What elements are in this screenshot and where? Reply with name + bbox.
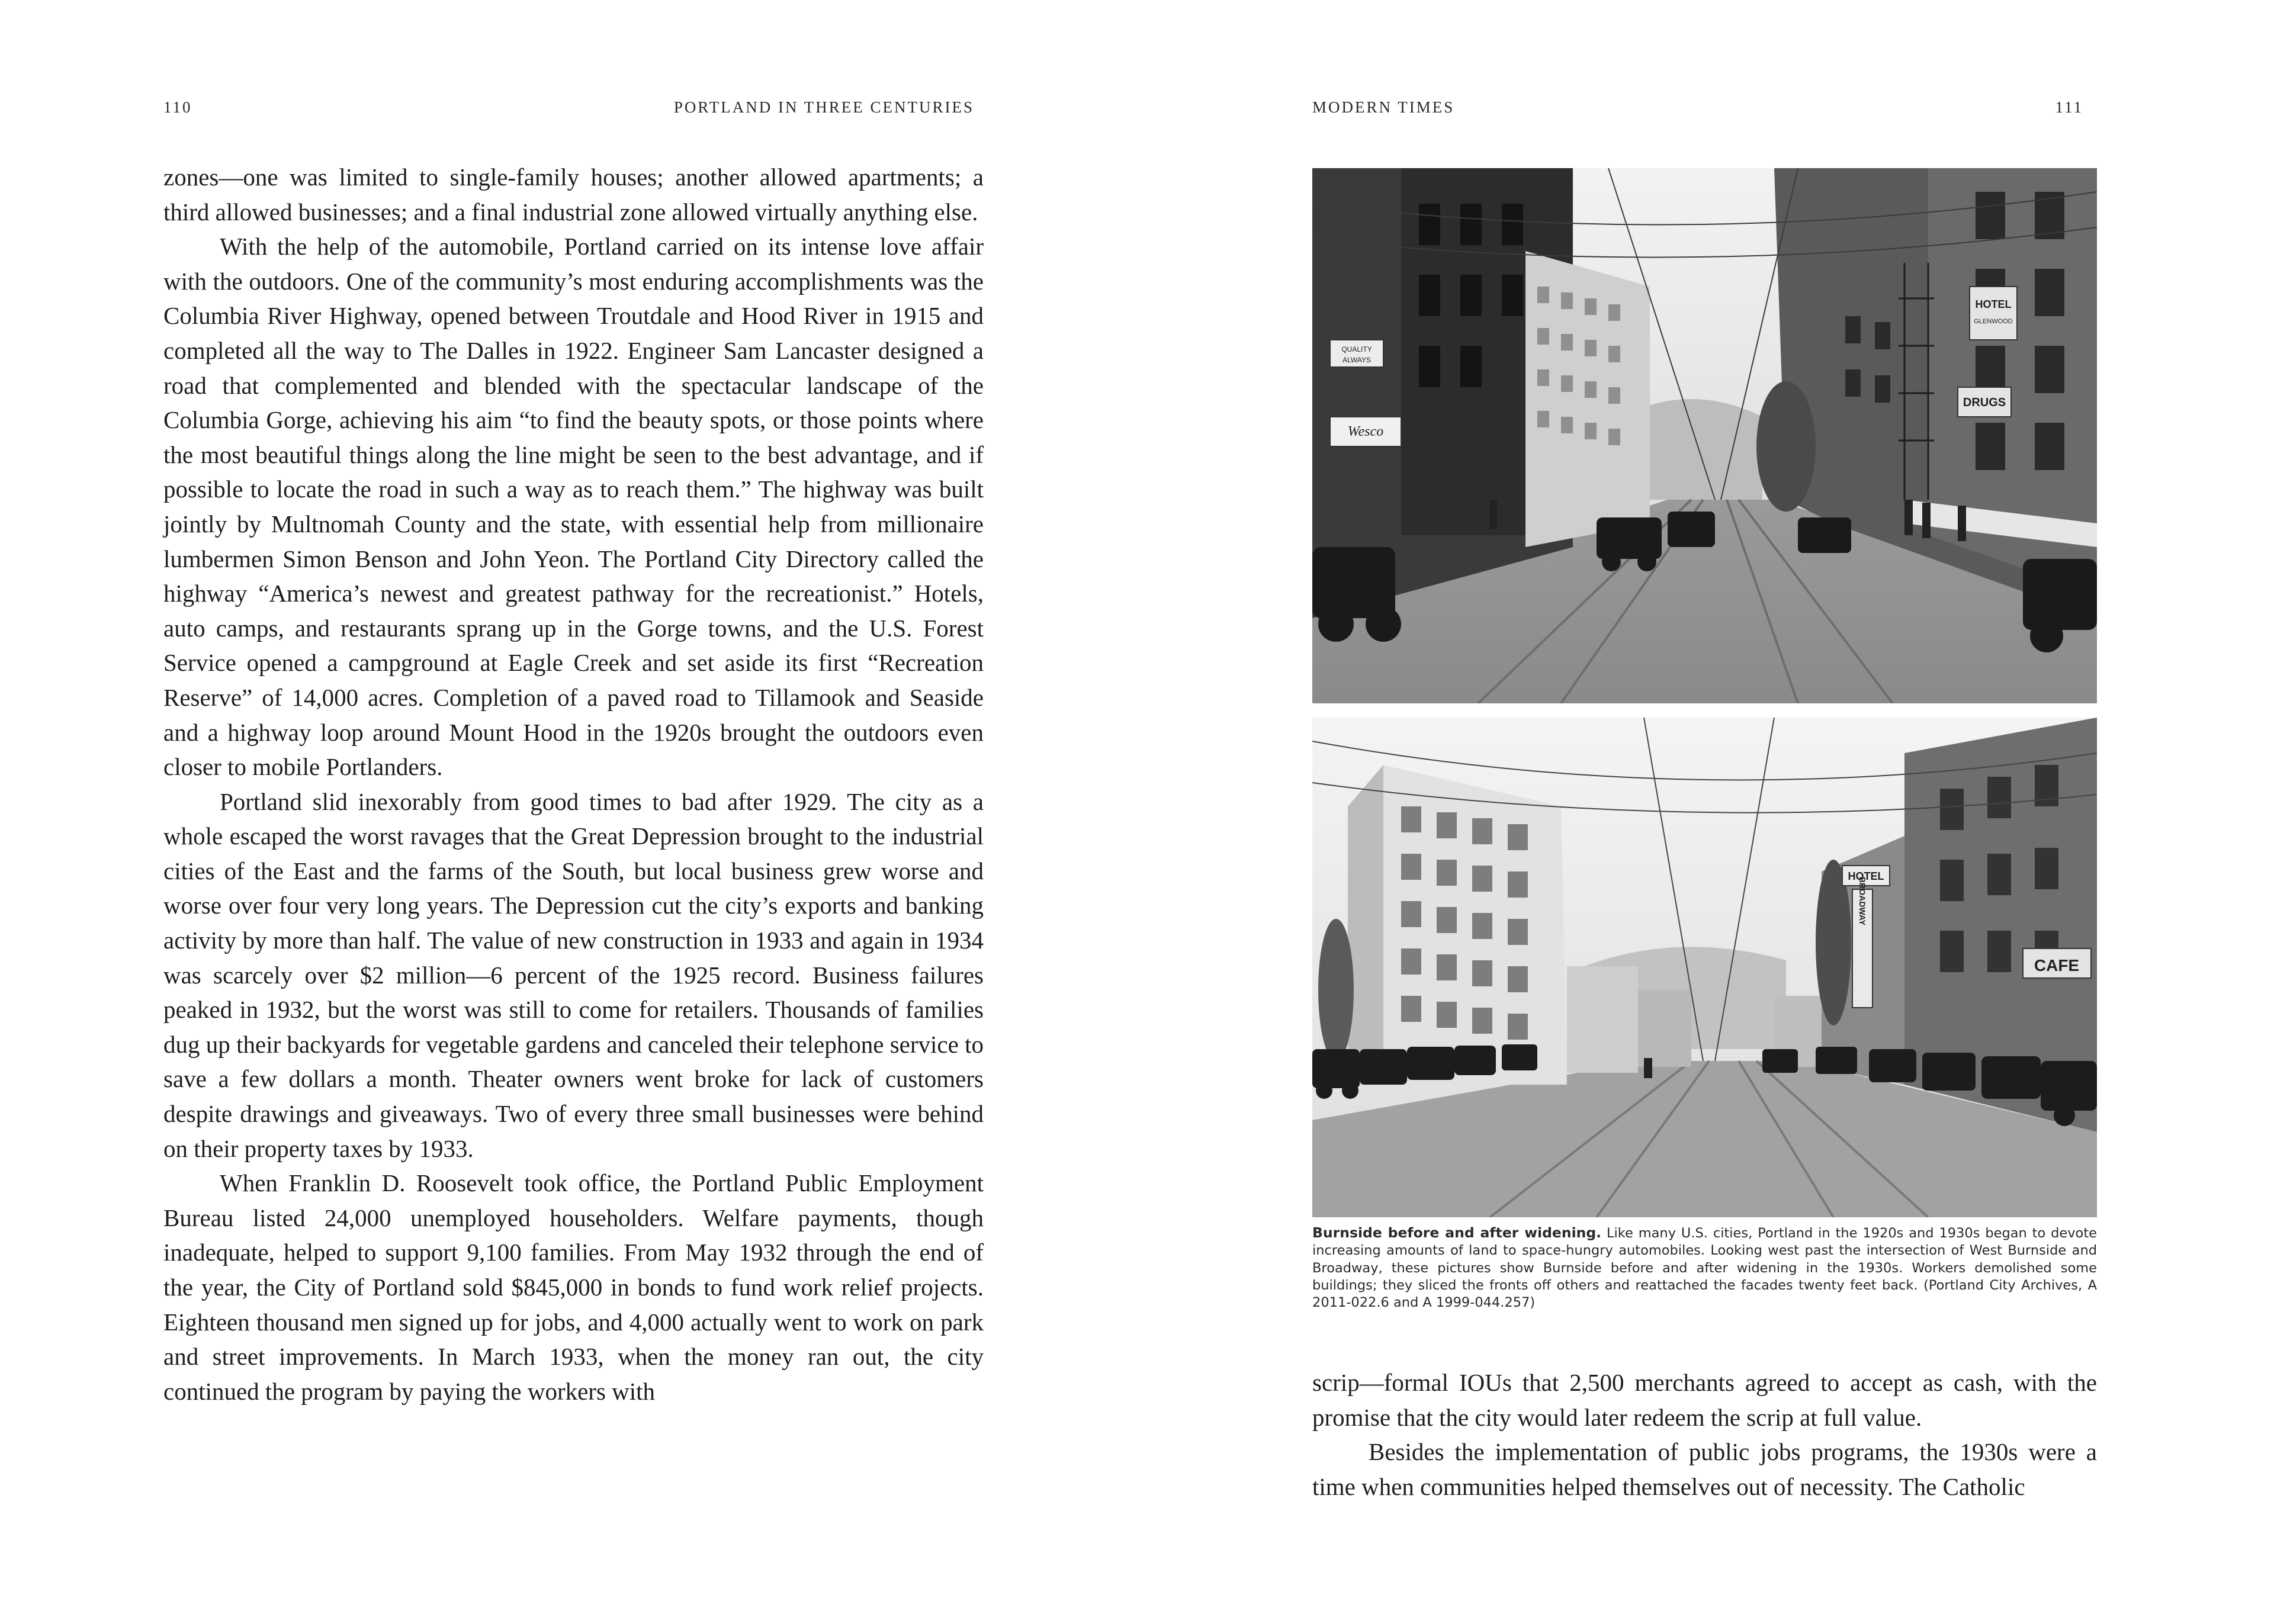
- sign-quality: QUALITY: [1341, 345, 1372, 353]
- photo-after-illustration: [1312, 718, 2097, 1217]
- sign-glenwood: GLENWOOD: [1974, 318, 2013, 325]
- sign-wesco: Wesco: [1347, 424, 1384, 439]
- running-head-book-title: PORTLAND IN THREE CENTURIES: [673, 98, 974, 116]
- photo-burnside-after: [1312, 718, 2097, 1217]
- paragraph-roosevelt: When Franklin D. Roosevelt took office, the Portland Public Employment Bureau listed 24,000 unemployed householders. Welfare payments, though inadequate, helped to support 9,100 families. From May 1932 through the end of the year, the City of Portland sold $845,000 in bonds to fund work relief projects. Eighteen thousand men signed up for jobs, and 4,000 actually went to work on park and street improvements. In March 1933, when the money ran out, the city continued the program by paying the workers with: [163, 1169, 984, 1405]
- caption-text: Like many U.S. cities, Portland in the 1920s and 1930s began to devote increasing amounts of land to space-hungry automobiles. Looking west past the intersection of West Burnside and Broadway, these pictures show Burnside before and after widening in the 1930s. Workers demolished some buildings; they sliced the fronts off others and reattached the facades twenty feet back. (Portland City Archives, A 2011-022.6 and A 1999-044.257): [1312, 1226, 2097, 1311]
- caption-lead: Burnside before and after widening.: [1312, 1224, 1602, 1241]
- left-body-text: [163, 160, 984, 1408]
- sign-broadway: BROADWAY: [1858, 877, 1867, 925]
- right-page: [1137, 0, 2274, 1624]
- paragraph-automobile: With the help of the automobile, Portland carried on its intense love affair with the outdoors. One of the community’s most enduring accomplishments was the Columbia River Highway, opened between Troutdale and Hood River in 1915 and completed all the way to The Dalles in 1922. Engineer Sam Lancaster designed a road that complemented and blended with the spectacular landscape of the Columbia Gorge, achieving his aim “to find the beauty spots, or those points where the most beautiful things along the line might be seen to the best advantage, and if possible to locate the road in such a way as to reach them.” The highway was built jointly by Multnomah County and the state, with essential help from millionaire lumbermen Simon Benson and John Yeon. The Portland City Directory called the highway “America’s newest and greatest pathway for the recreationist.” Hotels, auto camps, and restaurants sprang up in the Gorge towns, and the U.S. Forest Service opened a campground at Eagle Creek and set aside its first “Recreation Reserve” of 14,000 acres. Completion of a paved road to Tillamook and Seaside and a highway loop around Mount Hood in the 1920s brought the outdoors even closer to mobile Portlanders.: [163, 233, 984, 781]
- sign-hotel-after: HOTEL: [1848, 870, 1884, 882]
- photo-burnside-before: [1312, 168, 2097, 703]
- photo-before-illustration: [1312, 168, 2097, 703]
- photo-caption: [1312, 1224, 2097, 1311]
- paragraph-communities: Besides the implementation of public jobs programs, the 1930s were a time when communities helped themselves out of necessity. The Catholic: [1312, 1438, 2097, 1500]
- paragraph-depression: Portland slid inexorably from good times to bad after 1929. The city as a whole escaped the worst ravages that the Great Depression brought to the industrial cities of the East and the farms of the South, but local business grew worse and worse over four very long years. The Depression cut the city’s exports and banking activity by more than half. The value of new construction in 1933 and again in 1934 was scarcely over $2 million—6 percent of the 1925 record. Business failures peaked in 1932, but the worst was still to come for retailers. Thousands of families dug up their backyards for vegetable gardens and canceled their telephone service to save a few dollars a month. Theater owners went broke for lack of customers despite drawings and giveaways. Two of every three small businesses were behind on their property taxes by 1933.: [163, 787, 984, 1162]
- sign-drugs: DRUGS: [1963, 396, 2006, 409]
- page-number-left: 110: [163, 98, 192, 116]
- running-head-chapter-title: MODERN TIMES: [1312, 98, 1455, 116]
- paragraph-zones: zones—one was limited to single-family houses; another allowed apartments; a third allowed businesses; and a final industrial zone allowed virtually anything else.: [163, 163, 984, 226]
- sign-cafe: CAFE: [2034, 956, 2080, 975]
- page-number-right: 111: [2055, 98, 2083, 116]
- sign-hotel-before: HOTEL: [1975, 298, 2012, 310]
- right-body-text: [1312, 1365, 2097, 1504]
- paragraph-scrip: scrip—formal IOUs that 2,500 merchants agreed to accept as cash, with the promise that the city would later redeem the scrip at full value.: [1312, 1369, 2097, 1431]
- sign-always: ALWAYS: [1342, 356, 1371, 364]
